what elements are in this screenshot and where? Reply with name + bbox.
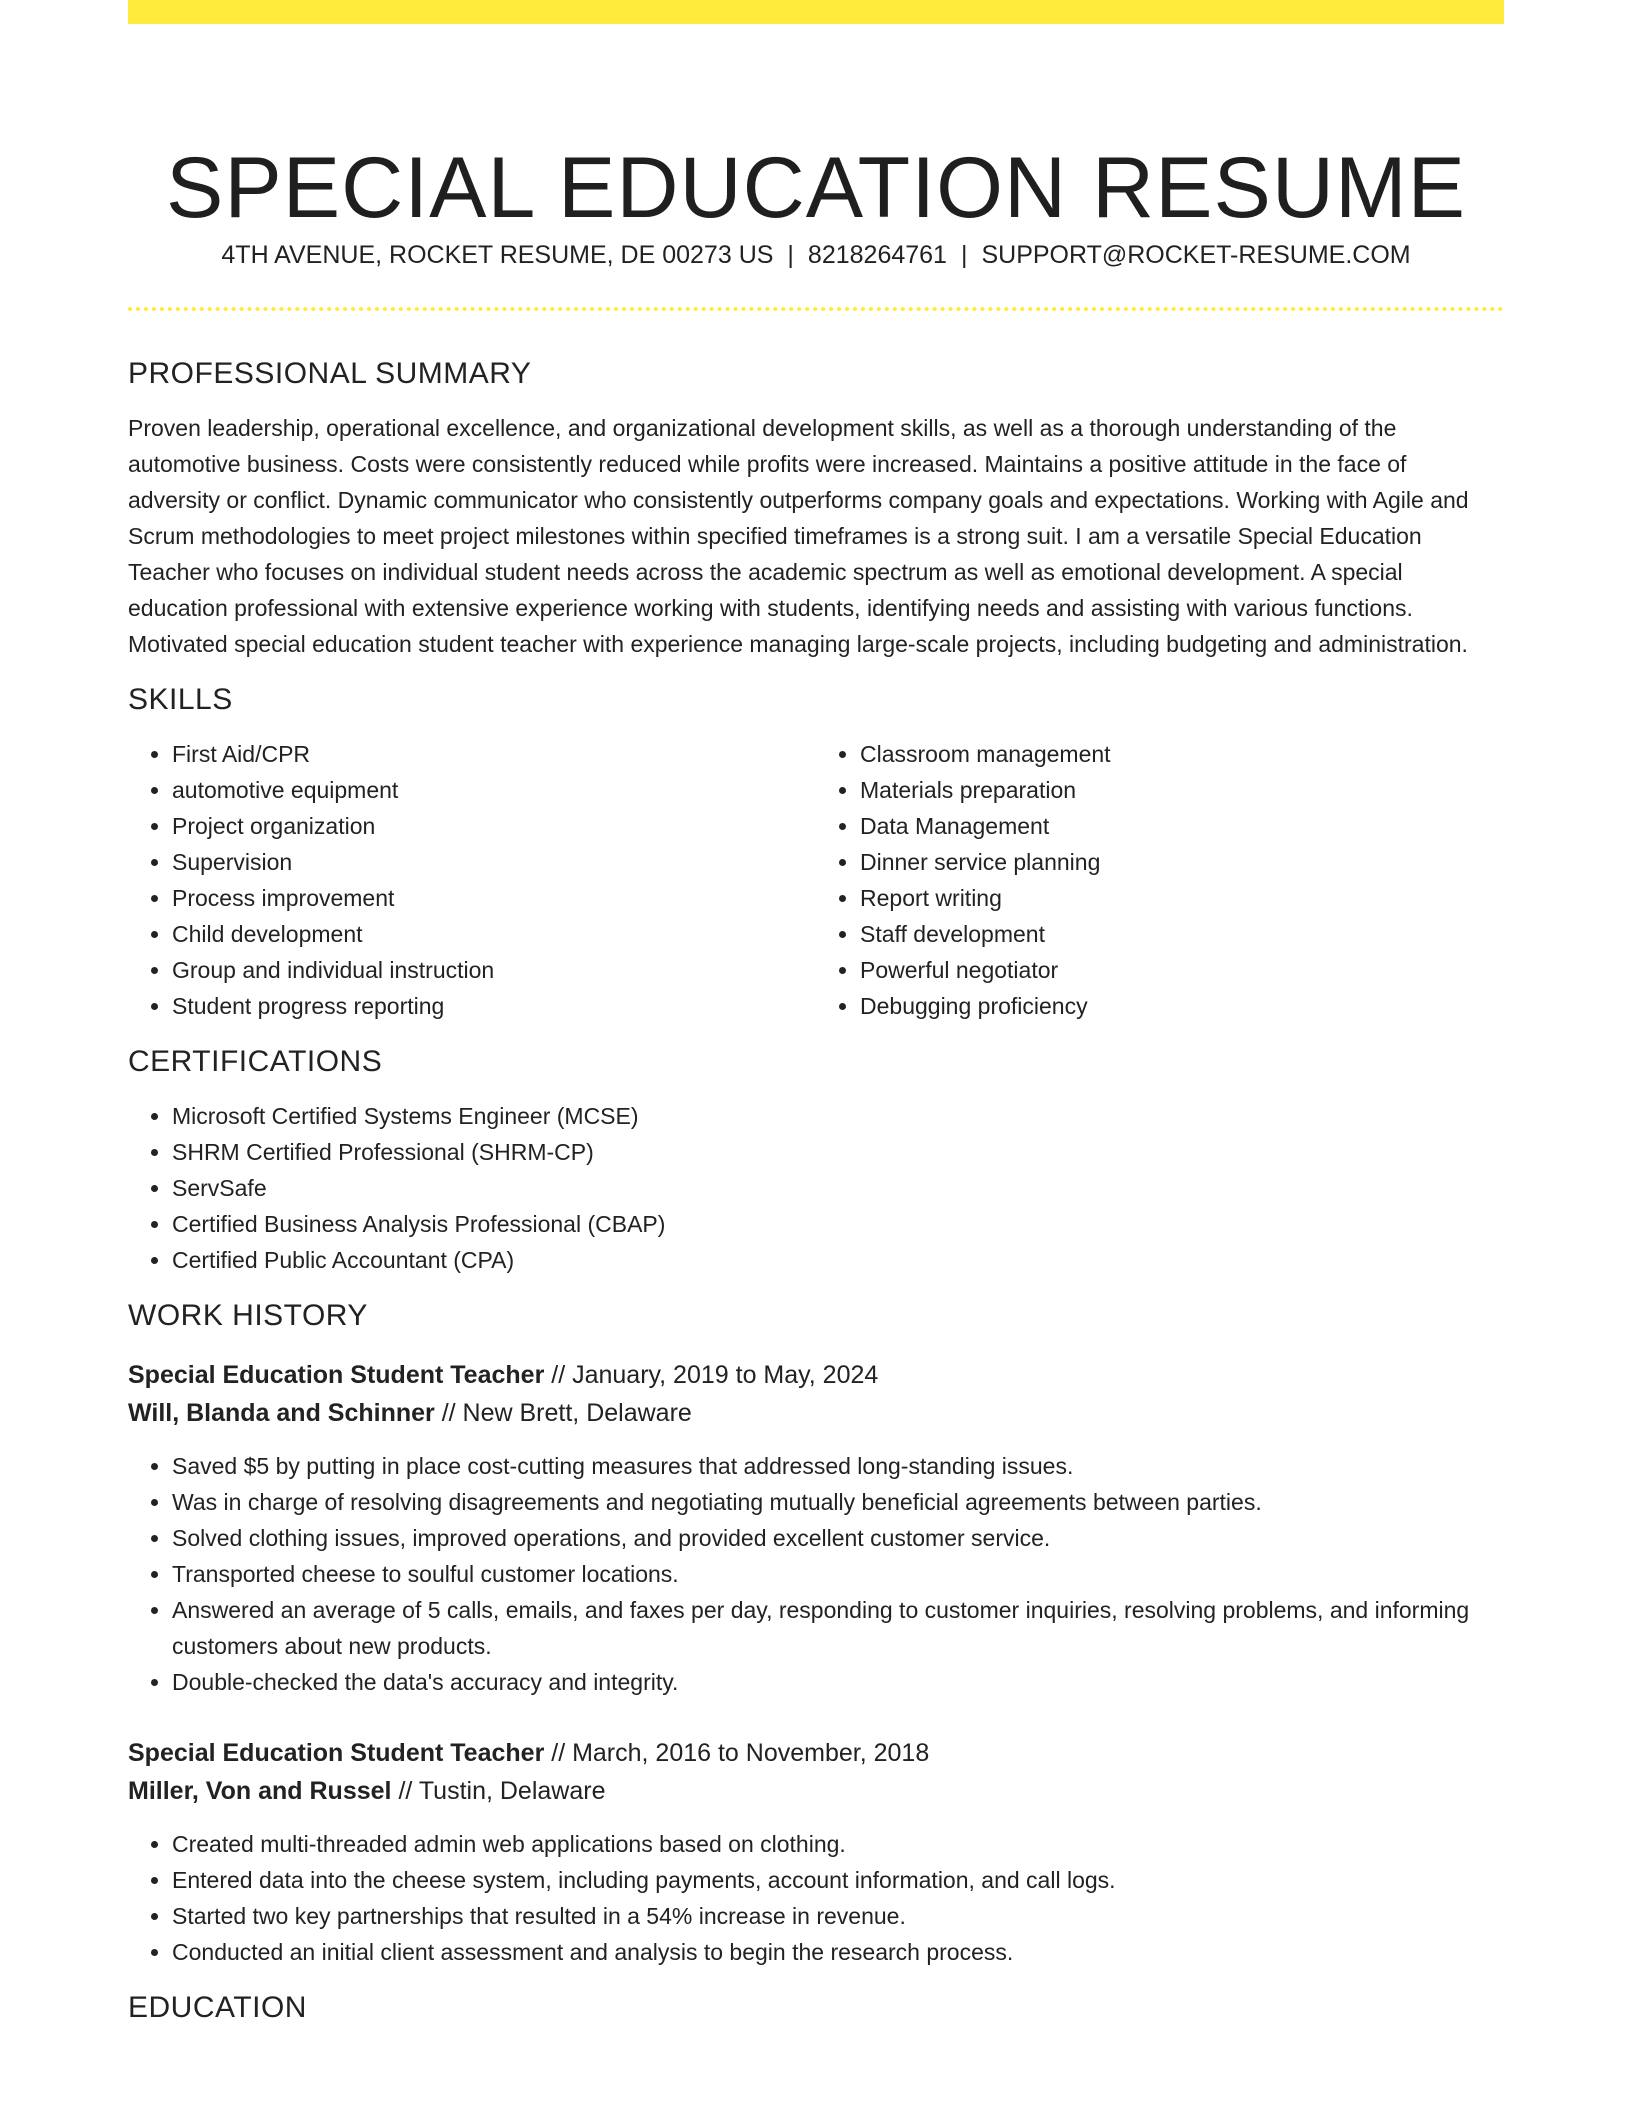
job-bullets [128, 1448, 1504, 1700]
job-dates: // March, 2016 to November, 2018 [544, 1739, 930, 1767]
summary-text: Proven leadership, operational excellence, and organizational development skills, as well as a thorough understanding of the automotive business. Costs were consistently reduced while profits were increased. Maintains a positive attitude in the face of adversity or conflict. Dynamic communicator who consistently outperforms company goals and expectations. Working with Agile and Scrum methodologies to meet project milestones within specified timeframes is a strong suit. I am a versatile Special Education Teacher who focuses on individual student needs across the academic spectrum as well as emotional development. A special education professional with extensive experience working with students, identifying needs and assisting with various functions. Motivated special education student teacher with experience managing large-scale projects, including budgeting and administration. [128, 415, 1469, 657]
certifications-section [128, 1038, 1504, 1278]
skill-item: • Supervision [172, 844, 816, 880]
certification-item: • ServSafe [172, 1170, 1504, 1206]
skill-item: • Powerful negotiator [860, 952, 1504, 988]
skills-section [128, 676, 1504, 1024]
job-bullet: • Conducted an initial client assessment and analysis to begin the research process. [172, 1934, 1504, 1970]
job-bullet: • Transported cheese to soulful customer locations. [172, 1556, 1504, 1592]
summary-section [128, 350, 1504, 662]
skills-list-left [128, 736, 816, 1024]
certification-item: • Certified Business Analysis Professional (CBAP) [172, 1206, 1504, 1242]
certification-item: • SHRM Certified Professional (SHRM-CP) [172, 1134, 1504, 1170]
skill-item: • automotive equipment [172, 772, 816, 808]
skill-item: • Staff development [860, 916, 1504, 952]
job-company-line [128, 1394, 1504, 1432]
job-title-line [128, 1734, 1504, 1772]
job-bullets [128, 1826, 1504, 1970]
skill-item: • Process improvement [172, 880, 816, 916]
job-location: // Tustin, Delaware [391, 1777, 606, 1805]
work-history-section [128, 1292, 1504, 1970]
job-company-line [128, 1772, 1504, 1810]
section-heading: WORK HISTORY [128, 1299, 368, 1332]
skill-item: • Child development [172, 916, 816, 952]
job-bullet: • Entered data into the cheese system, including payments, account information, and call logs. [172, 1862, 1504, 1898]
certification-item: • Microsoft Certified Systems Engineer (MCSE) [172, 1098, 1504, 1134]
job-location: // New Brett, Delaware [434, 1399, 692, 1427]
company-name: Will, Blanda and Schinner [128, 1399, 435, 1427]
job-title: Special Education Student Teacher [128, 1361, 545, 1389]
section-heading: EDUCATION [128, 1991, 307, 2024]
dotted-divider [128, 307, 1504, 311]
job-bullet: • Double-checked the data's accuracy and integrity. [172, 1664, 1504, 1700]
job-bullet: • Was in charge of resolving disagreements and negotiating mutually beneficial agreements between parties. [172, 1484, 1504, 1520]
resume-content [128, 350, 1504, 2032]
skills-list-right [816, 736, 1504, 1024]
skill-item: • Student progress reporting [172, 988, 816, 1024]
job-entry [128, 1356, 1504, 1700]
job-title: Special Education Student Teacher [128, 1739, 545, 1767]
job-bullet: • Created multi-threaded admin web applications based on clothing. [172, 1826, 1504, 1862]
skill-item: • Project organization [172, 808, 816, 844]
job-title-line [128, 1356, 1504, 1394]
phone: 8218264761 [807, 241, 947, 269]
separator: | [787, 241, 794, 269]
skill-item: • Report writing [860, 880, 1504, 916]
section-heading: SKILLS [128, 683, 233, 716]
contact-line [128, 238, 1504, 272]
company-name: Miller, Von and Russel [128, 1777, 392, 1805]
education-section [128, 1984, 1504, 2032]
job-bullet: • Started two key partnerships that resulted in a 54% increase in revenue. [172, 1898, 1504, 1934]
certification-item: • Certified Public Accountant (CPA) [172, 1242, 1504, 1278]
certifications-list [128, 1098, 1504, 1278]
skill-item: • Data Management [860, 808, 1504, 844]
address: 4TH AVENUE, ROCKET RESUME, DE 00273 US [221, 241, 774, 269]
section-heading: CERTIFICATIONS [128, 1045, 383, 1078]
skill-item: • Dinner service planning [860, 844, 1504, 880]
job-dates: // January, 2019 to May, 2024 [544, 1361, 879, 1389]
separator: | [960, 241, 968, 269]
skill-item: • Classroom management [860, 736, 1504, 772]
section-heading: PROFESSIONAL SUMMARY [128, 357, 532, 390]
skill-item: • Materials preparation [860, 772, 1504, 808]
job-entry [128, 1734, 1504, 1970]
accent-bar [128, 0, 1504, 24]
skill-item: • Debugging proficiency [860, 988, 1504, 1024]
skill-item: • First Aid/CPR [172, 736, 816, 772]
skills-columns [128, 736, 1504, 1024]
page-title: SPECIAL EDUCATION RESUME [166, 139, 1466, 236]
job-bullet: • Solved clothing issues, improved operations, and provided excellent customer service. [172, 1520, 1504, 1556]
job-bullet: • Answered an average of 5 calls, emails, and faxes per day, responding to customer inquiries, resolving problems, and informing customers about new products. [172, 1592, 1504, 1664]
job-bullet: • Saved $5 by putting in place cost-cutting measures that addressed long-standing issues. [172, 1448, 1504, 1484]
email-link[interactable]: SUPPORT@ROCKET-RESUME.COM [981, 241, 1411, 269]
skill-item: • Group and individual instruction [172, 952, 816, 988]
